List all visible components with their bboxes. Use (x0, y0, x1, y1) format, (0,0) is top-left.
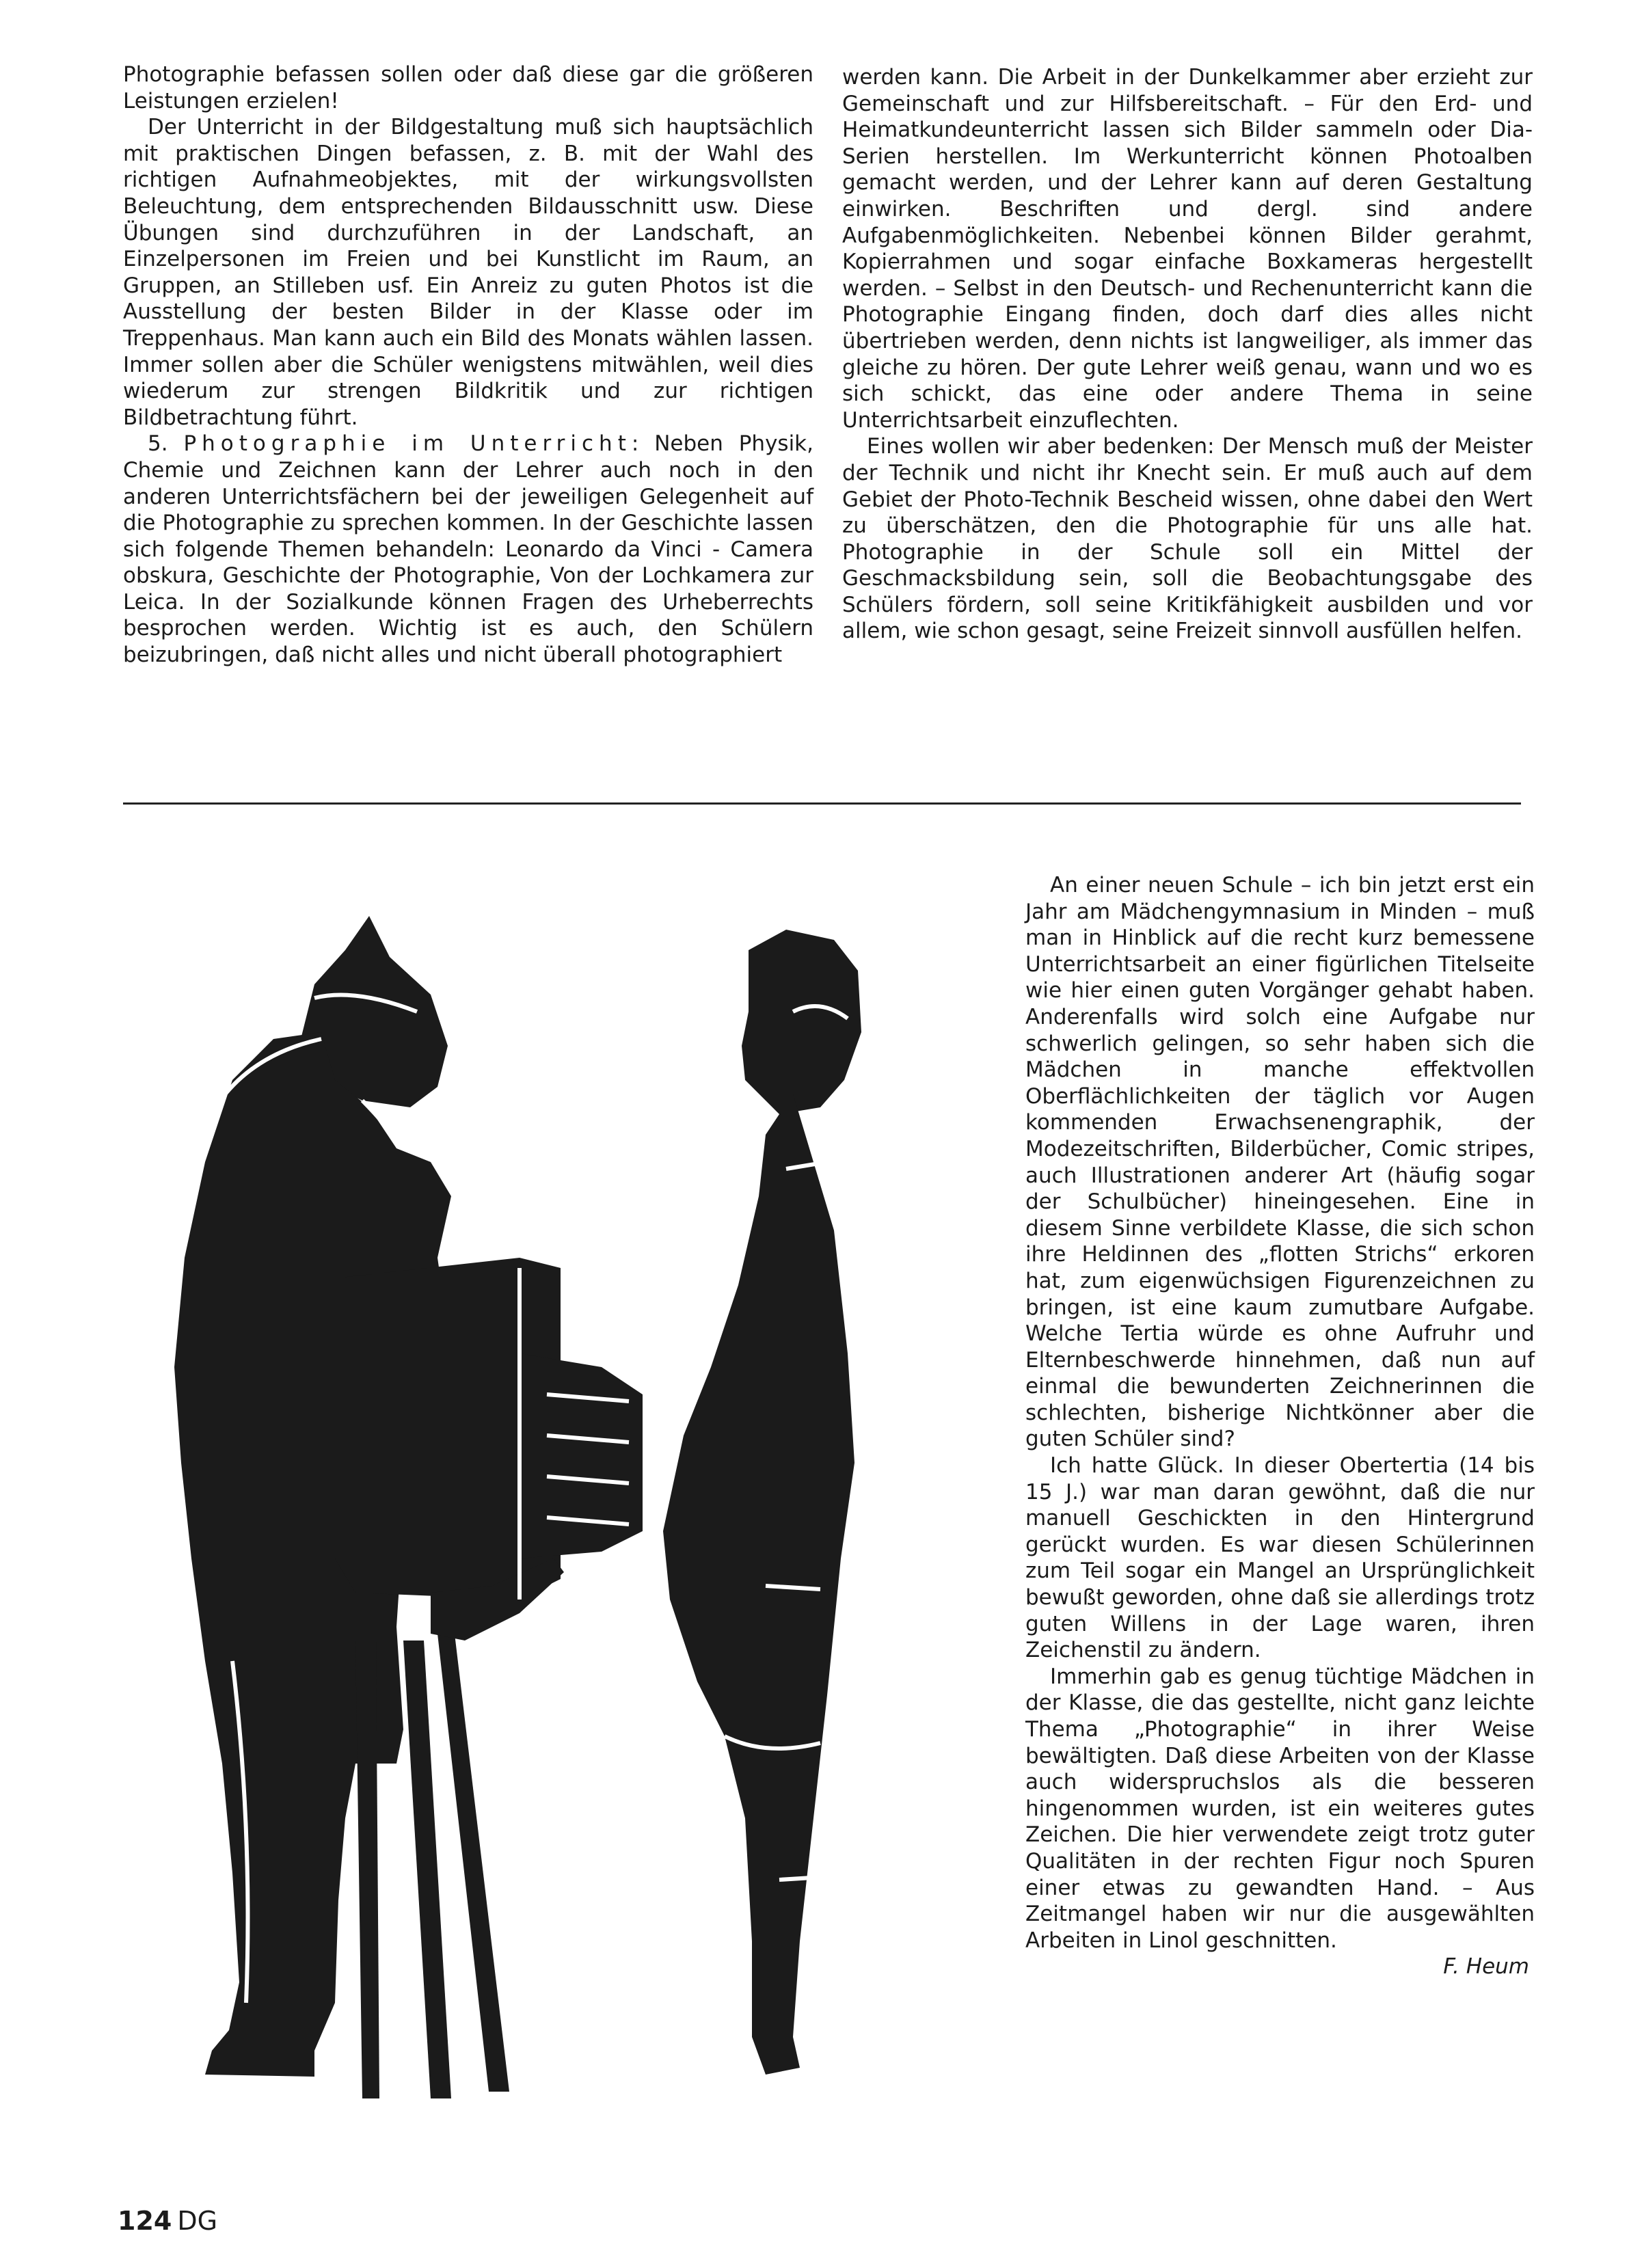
paragraph: Immerhin gab es genug tüchtige Mädchen in der Klasse, die das gestellte, nicht ganz leichte Thema „Photographie“ in ihrer Weise bewältigten. Daß diese Arbeiten von der Klasse auch widerspruchslos als die besseren hingenommen wurden, ist ein weiteres gutes Zeichen. Die hier verwendete zeigt trotz guter Qualitäten in der rechten Figur noch Spuren einer etwas zu gewandten Hand. – Aus Zeitmangel haben wir nur die ausgewählten Arbeiten in Linol geschnitten. (1025, 1664, 1535, 1953)
tripod-leg (437, 1634, 509, 2092)
horizontal-divider (123, 802, 1521, 805)
section-number: 5. (148, 431, 168, 457)
tripod-leg (403, 1641, 451, 2098)
left-text-column (123, 62, 813, 669)
tripod-leg (355, 1641, 379, 2098)
paragraph: werden kann. Die Arbeit in der Dunkelkammer aber erzieht zur Gemeinschaft und zur Hilfsbereitschaft. – Für den Erd- und Heimatkundeunterricht lassen sich Bilder sammeln oder Dia-Serien herstellen. Im Werkunterricht können Photoalben gemacht werden, und der Lehrer kann auf deren Gestaltung einwirken. Beschriften und dergl. sind andere Aufgabenmöglichkeiten. Nebenbei können Bilder gerahmt, Kopierrahmen und sogar einfache Boxkameras hergestellt werden. – Selbst in den Deutsch- und Rechenunterricht kann die Photographie Eingang finden, doch darf dies alles nicht übertrieben werden, denn nichts ist langweiliger, als immer das gleiche zu hören. Der gute Lehrer weiß genau, wann und wo es sich schickt, das eine oder andere Thema in seine Unterrichtsarbeit einzuflechten. (842, 65, 1533, 433)
camera-bellows (520, 1353, 643, 1558)
paragraph: Photographie befassen sollen oder daß diese gar die größeren Leistungen erzielen! (123, 62, 813, 113)
paragraph-body: : Neben Physik, Chemie und Zeichnen kann der Lehrer auch noch in den anderen Unterrichtsfächern bei der jeweiligen Gelegenheit auf die Photographie zu sprechen kommen. In der Geschichte lassen sich folgende Themen behandeln: Leonardo da Vinci - Camera obskura, Geschichte der Photographie, Von der Lochkamera zur Leica. In der Sozialkunde können Fragen des Urheberrechts besprochen werden. Wichtig ist es auch, den Schülern beizubringen, daß nicht alles und nicht überall photographiert (123, 431, 813, 668)
author-signature: F. Heum (1443, 1954, 1529, 1980)
paragraph-photography-in-class (123, 431, 813, 668)
paragraph: An einer neuen Schule – ich bin jetzt erst ein Jahr am Mädchengymnasium in Minden – muß man in Hinblick auf die recht kurz bemessene Unterrichtsarbeit an einer figürlichen Titelseite wie hier einen guten Vorgänger gehabt haben. Anderenfalls wird solch eine Aufgabe nur schwerlich gelingen, so sehr haben sich die Mädchen in manche effektvollen Oberflächlichkeiten der täglich vor Augen kommenden Erwachsenengraphik, der Modezeitschriften, Bilderbücher, Comic stripes, auch Illustrationen anderer Art (häufig sogar der Schulbücher) hineingesehen. Eine in diesem Sinne verbildete Klasse, die sich schon ihre Heldinnen des „flotten Strichs“ erkoren hat, zum eigenwüchsigen Figurenzeichnen zu bringen, ist eine kaum zumutbare Aufgabe. Welche Tertia würde es ohne Aufruhr und Elternbeschwerde hinnehmen, daß nun auf einmal die bewunderten Zeichnerinnen die schlechten, bisherige Nichtkönner aber die guten Schüler sind? (1025, 873, 1535, 1452)
linocut-illustration (109, 875, 1012, 2105)
journal-abbreviation: DG (177, 2206, 218, 2236)
paragraph: Ich hatte Glück. In dieser Obertertia (14 bis 15 J.) war man daran gewöhnt, daß die nur manuell Geschickten in den Hintergrund gerückt wurden. Es war diesen Schülerinnen zum Teil sogar ein Mangel an Ursprünglichkeit bewußt geworden, ohne daß sie allerdings trotz guten Willens in der Lage waren, ihren Zeichenstil zu ändern. (1025, 1453, 1535, 1663)
right-text-column (842, 64, 1533, 645)
page-footer (118, 2205, 217, 2237)
paragraph: Der Unterricht in der Bildgestaltung muß sich hauptsächlich mit praktischen Dingen befassen, z. B. mit der Wahl des richtigen Aufnahmeobjektes, mit der wirkungsvollsten Beleuchtung, dem entsprechenden Bildausschnitt usw. Diese Übungen sind durchzuführen in der Landschaft, an Einzelpersonen im Freien und bei Kunstlicht im Raum, an Gruppen, an Stilleben usf. Ein Anreiz zu guten Photos ist die Ausstellung der besten Bilder in der Klasse oder im Treppenhaus. Man kann auch ein Bild des Monats wählen lassen. Immer sollen aber die Schüler wenigstens mitwählen, weil dies wiederum zur strengen Bildkritik und zur richtigen Bildbetrachtung führt. (123, 115, 813, 430)
boy-figure (663, 1094, 854, 2075)
page-number: 124 (118, 2206, 172, 2236)
section-heading: Photographie im Unterricht (183, 431, 632, 457)
paragraph: Eines wollen wir aber bedenken: Der Mensch muß der Meister der Technik und nicht ihr Knecht sein. Er muß auch auf dem Gebiet der Photo-Technik Bescheid wissen, ohne dabei den Wert zu überschätzen, den die Photographie für uns alle hat. Photographie in der Schule soll ein Mittel der Geschmacksbildung sein, soll die Beobachtungsgabe des Schülers fördern, soll seine Kritikfähigkeit ausbilden und vor allem, wie schon gesagt, seine Freizeit sinnvoll ausfüllen helfen. (842, 434, 1533, 644)
boy-head (742, 930, 861, 1114)
caption-text-column (1025, 872, 1535, 1980)
